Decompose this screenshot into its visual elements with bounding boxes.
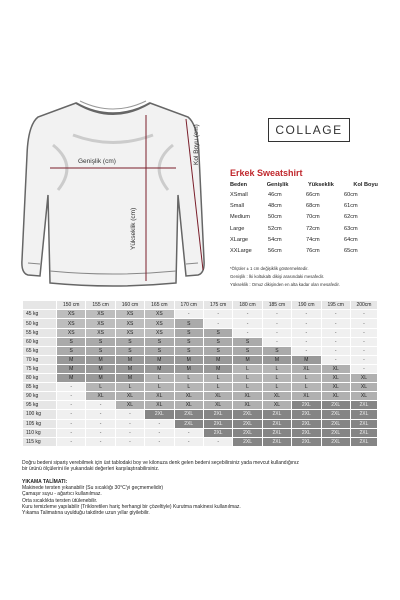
size-cell: 2XL (233, 437, 262, 446)
size-cell: - (292, 346, 321, 355)
size-cell: S (174, 319, 203, 328)
size-cell: - (86, 428, 115, 437)
size-list-cell: Small (230, 203, 244, 210)
size-cell: L (292, 383, 321, 392)
size-cell: S (57, 337, 86, 346)
size-cell: XL (262, 401, 291, 410)
table-row (23, 310, 378, 319)
size-cell: 2XL (203, 410, 232, 419)
wash-line: Çamaşır suyu - ağartıcı kullanılmaz. (22, 491, 102, 498)
size-cell: S (174, 328, 203, 337)
table-row (23, 383, 378, 392)
weight-row-label: 70 kg (23, 355, 57, 364)
table-row (23, 364, 378, 373)
sweatshirt-illustration (18, 95, 213, 290)
table-row (23, 355, 378, 364)
size-list-cell: 64cm (344, 236, 358, 243)
size-cell: L (292, 374, 321, 383)
size-list-cell: 74cm (306, 236, 320, 243)
height-column-header: 195 cm (321, 301, 350, 310)
weight-row-label: 65 kg (23, 346, 57, 355)
size-cell: - (145, 428, 174, 437)
size-guide-intro (22, 460, 382, 472)
size-cell: - (203, 437, 232, 446)
size-cell: XS (86, 310, 115, 319)
size-cell: XS (115, 319, 144, 328)
weight-row-label: 95 kg (23, 401, 57, 410)
wash-title: YIKAMA TALİMATI: (22, 479, 68, 485)
size-cell: M (115, 355, 144, 364)
size-cell: - (350, 319, 377, 328)
width-label: Genişlik (cm) (78, 158, 116, 165)
size-cell: S (86, 337, 115, 346)
size-list-cell: 48cm (268, 203, 282, 210)
wash-line: Kuru temizleme yapılabilir (Trikloretilen hariç herhangi bir çözeltiyle) Kurutma makinesi kullanılmaz. (22, 503, 241, 510)
size-list-cell: 54cm (268, 236, 282, 243)
size-cell: M (292, 355, 321, 364)
size-cell: - (203, 319, 232, 328)
table-row (23, 428, 378, 437)
height-column-header: 175 cm (203, 301, 232, 310)
size-list-cell: 63cm (344, 225, 358, 232)
size-cell: XS (86, 319, 115, 328)
height-column-header: 170 cm (174, 301, 203, 310)
height-column-header: 150 cm (57, 301, 86, 310)
size-cell: 2XL (350, 428, 377, 437)
table-row (23, 410, 378, 419)
size-cell: S (233, 346, 262, 355)
size-list-cell: Medium (230, 214, 250, 221)
header-sleeve: Kol Boyu (353, 182, 378, 188)
size-cell: 2XL (350, 401, 377, 410)
size-cell: 2XL (203, 419, 232, 428)
size-list-cell: 56cm (268, 247, 282, 254)
size-cell: - (115, 428, 144, 437)
size-cell: M (57, 355, 86, 364)
size-cell: - (203, 310, 232, 319)
size-list-cell: 65cm (344, 247, 358, 254)
weight-row-label: 50 kg (23, 319, 57, 328)
height-column-header: 165 cm (145, 301, 174, 310)
size-cell: XL (321, 383, 350, 392)
size-cell: - (350, 328, 377, 337)
size-cell: XS (115, 328, 144, 337)
size-list-cell: 68cm (306, 203, 320, 210)
size-cell: M (174, 364, 203, 373)
size-cell: L (233, 383, 262, 392)
size-cell: M (57, 364, 86, 373)
size-cell: 2XL (292, 428, 321, 437)
size-cell: M (86, 364, 115, 373)
wash-line: Orta sıcaklıkta tersten ütülenebilir. (22, 497, 98, 504)
table-row (23, 346, 378, 355)
size-cell: L (233, 364, 262, 373)
size-list-cell: Large (230, 225, 245, 232)
size-cell: - (86, 419, 115, 428)
size-cell: - (57, 428, 86, 437)
size-list-cell: 52cm (268, 225, 282, 232)
weight-row-label: 60 kg (23, 337, 57, 346)
size-cell: L (145, 383, 174, 392)
size-cell: - (57, 383, 86, 392)
intro-line-2: bir ürünü ölçülerini ile yukarıdaki değerleri karşılaştırabilirsiniz. (22, 466, 160, 473)
header-height: Yükseklik (308, 182, 334, 188)
product-title: Erkek Sweatshirt (230, 168, 303, 178)
size-cell: M (203, 355, 232, 364)
size-cell: XL (203, 401, 232, 410)
weight-row-label: 100 kg (23, 410, 57, 419)
size-cell: - (57, 401, 86, 410)
size-cell: L (145, 374, 174, 383)
size-list-cell: XXLarge (230, 247, 252, 254)
size-list-row (230, 226, 378, 232)
height-column-header: 180 cm (233, 301, 262, 310)
size-cell: 2XL (321, 437, 350, 446)
size-cell: M (145, 364, 174, 373)
size-cell: - (57, 410, 86, 419)
size-cell: - (350, 310, 377, 319)
size-cell: 2XL (262, 428, 291, 437)
size-cell: 2XL (292, 437, 321, 446)
table-row (23, 374, 378, 383)
size-cell: - (174, 437, 203, 446)
size-cell: XL (350, 374, 377, 383)
size-cell: S (57, 346, 86, 355)
table-row (23, 337, 378, 346)
weight-row-label: 105 kg (23, 419, 57, 428)
size-cell: - (233, 328, 262, 337)
wash-line: Makinede tersten yıkanabilir (Su sıcaklığı 30°C'yi geçmemelidir) (22, 485, 164, 492)
size-list-cell: 76cm (306, 247, 320, 254)
size-cell: L (115, 383, 144, 392)
size-cell: S (203, 337, 232, 346)
sleeve-length-label: Kol Boyu (cm) (193, 124, 200, 165)
size-cell: 2XL (145, 410, 174, 419)
table-row (23, 401, 378, 410)
height-column-header: 160 cm (115, 301, 144, 310)
table-row (23, 419, 378, 428)
size-cell: XL (321, 374, 350, 383)
size-cell: L (233, 374, 262, 383)
size-cell: XS (57, 319, 86, 328)
size-cell: M (86, 355, 115, 364)
weight-row-label: 45 kg (23, 310, 57, 319)
weight-row-label: 85 kg (23, 383, 57, 392)
size-cell: S (145, 337, 174, 346)
size-cell: - (292, 328, 321, 337)
size-cell: XL (174, 401, 203, 410)
size-cell: - (292, 310, 321, 319)
size-cell: XS (145, 310, 174, 319)
note-height: Yükseklik : Omuz dikişinden en alta kadar olan mesafedir. (230, 282, 340, 287)
size-cell: - (174, 310, 203, 319)
note-tolerance: *Ölçüler ± 1 cm değişiklik göstermektedir. (230, 266, 309, 271)
size-cell: 2XL (174, 419, 203, 428)
size-cell: 2XL (321, 428, 350, 437)
size-cell: - (350, 346, 377, 355)
size-cell: - (350, 337, 377, 346)
size-cell: - (262, 328, 291, 337)
size-cell: M (174, 355, 203, 364)
size-cell: 2XL (292, 419, 321, 428)
size-cell: S (115, 346, 144, 355)
size-cell: M (145, 355, 174, 364)
size-cell: 2XL (292, 401, 321, 410)
size-list-row (230, 192, 378, 198)
size-cell: XL (292, 364, 321, 373)
size-cell: XL (350, 392, 377, 401)
size-cell: XS (86, 328, 115, 337)
size-list-row (230, 237, 378, 243)
weight-row-label: 75 kg (23, 364, 57, 373)
height-label: Yükseklik (cm) (130, 207, 137, 250)
weight-row-label: 90 kg (23, 392, 57, 401)
size-cell: - (86, 437, 115, 446)
size-cell: L (262, 374, 291, 383)
size-cell: - (321, 310, 350, 319)
size-cell: 2XL (262, 437, 291, 446)
weight-row-label: 110 kg (23, 428, 57, 437)
size-cell: 2XL (350, 410, 377, 419)
size-cell: XL (321, 392, 350, 401)
wash-line: Yıkama Talimatına uyulduğu takdirde uzun yıllar giyilebilir. (22, 510, 150, 517)
size-cell: XS (145, 319, 174, 328)
size-cell: XL (86, 392, 115, 401)
size-cell: S (262, 346, 291, 355)
size-cell: 2XL (262, 419, 291, 428)
size-cell: - (321, 328, 350, 337)
size-list-cell: 61cm (344, 203, 358, 210)
size-cell: XL (321, 364, 350, 373)
size-cell: - (57, 437, 86, 446)
washing-instructions (22, 479, 382, 516)
size-cell: L (262, 364, 291, 373)
size-cell: - (115, 419, 144, 428)
size-cell: - (262, 319, 291, 328)
height-column-header: 190 cm (292, 301, 321, 310)
size-cell: 2XL (233, 410, 262, 419)
header-width: Genişlik (266, 182, 289, 188)
brand-logo: COLLAGE (268, 118, 350, 142)
size-cell: 2XL (321, 419, 350, 428)
table-row (23, 392, 378, 401)
size-cell: - (262, 337, 291, 346)
size-cell: XL (350, 383, 377, 392)
size-cell: S (174, 337, 203, 346)
size-cell: 2XL (321, 401, 350, 410)
size-cell: - (350, 355, 377, 364)
size-cell: L (174, 383, 203, 392)
table-row (23, 437, 378, 446)
size-cell: L (262, 383, 291, 392)
size-cell: XL (203, 392, 232, 401)
size-cell: M (115, 374, 144, 383)
height-column-header: 200cm (350, 301, 377, 310)
size-cell: L (203, 374, 232, 383)
size-cell: XS (145, 328, 174, 337)
size-cell: S (145, 346, 174, 355)
weight-row-label: 115 kg (23, 437, 57, 446)
size-cell: S (233, 337, 262, 346)
size-cell: M (203, 364, 232, 373)
size-cell: XS (115, 310, 144, 319)
size-list-cell: XSmall (230, 192, 248, 198)
size-cell: 2XL (233, 428, 262, 437)
size-list-cell: XLarge (230, 236, 249, 243)
weight-row-label: 55 kg (23, 328, 57, 337)
size-cell: 2XL (233, 419, 262, 428)
size-cell: - (262, 310, 291, 319)
size-cell: 2XL (292, 410, 321, 419)
size-cell: 2XL (350, 419, 377, 428)
size-cell: - (292, 319, 321, 328)
size-list-cell: 62cm (344, 214, 358, 221)
size-list-row (230, 248, 378, 254)
size-list-cell: 46cm (268, 192, 282, 198)
note-width: Genişlik : İki koltukaltı dikişi arasındaki mesafedir. (230, 274, 325, 279)
size-list-row (230, 214, 378, 220)
size-list-row (230, 203, 378, 209)
size-cell: XL (115, 401, 144, 410)
table-row (23, 319, 378, 328)
size-cell: S (174, 346, 203, 355)
height-weight-size-table (22, 300, 378, 447)
size-cell: L (86, 383, 115, 392)
size-cell: M (262, 355, 291, 364)
size-list-cell: 60cm (344, 192, 358, 198)
intro-line-1: Doğru bedeni sipariş verebilmek için üst tablodaki boy ve kilonuza denk gelen bedeni seçebilirsiniz yada mevcut kullandığınız (22, 460, 299, 466)
size-list-cell: 50cm (268, 214, 282, 221)
size-cell: S (203, 346, 232, 355)
size-cell: - (292, 337, 321, 346)
size-cell: XL (262, 392, 291, 401)
size-cell: XL (174, 392, 203, 401)
size-cell: 2XL (321, 410, 350, 419)
size-cell: XS (57, 328, 86, 337)
table-corner (23, 301, 57, 310)
size-cell: - (321, 355, 350, 364)
size-cell: XS (57, 310, 86, 319)
size-cell: - (115, 437, 144, 446)
size-cell: XL (145, 392, 174, 401)
size-cell: - (321, 337, 350, 346)
size-cell: XL (115, 392, 144, 401)
size-cell: 2XL (203, 428, 232, 437)
size-cell: - (233, 310, 262, 319)
size-cell: - (145, 419, 174, 428)
measurement-notes (230, 265, 395, 289)
product-size-list (230, 182, 378, 259)
size-cell: XL (233, 401, 262, 410)
size-cell: - (86, 410, 115, 419)
size-cell: 2XL (262, 410, 291, 419)
height-column-header: 185 cm (262, 301, 291, 310)
size-cell: S (86, 346, 115, 355)
size-cell: - (57, 392, 86, 401)
size-cell: - (321, 346, 350, 355)
header-size: Beden (230, 182, 248, 188)
weight-row-label: 80 kg (23, 374, 57, 383)
size-cell: L (203, 383, 232, 392)
size-cell: XL (292, 392, 321, 401)
size-cell: M (115, 364, 144, 373)
size-cell: S (203, 328, 232, 337)
size-cell: - (115, 410, 144, 419)
size-cell: - (350, 364, 377, 373)
size-cell: - (86, 401, 115, 410)
size-list-header (230, 182, 378, 188)
size-list-cell: 70cm (306, 214, 320, 221)
height-column-header: 155 cm (86, 301, 115, 310)
size-cell: M (233, 355, 262, 364)
size-list-cell: 72cm (306, 225, 320, 232)
size-cell: S (115, 337, 144, 346)
size-cell: 2XL (174, 410, 203, 419)
size-cell: M (57, 374, 86, 383)
size-cell: - (233, 319, 262, 328)
size-cell: - (321, 319, 350, 328)
table-row (23, 328, 378, 337)
size-cell: - (57, 419, 86, 428)
size-cell: 2XL (350, 437, 377, 446)
size-cell: M (86, 374, 115, 383)
size-cell: L (174, 374, 203, 383)
size-cell: - (145, 437, 174, 446)
size-cell: XL (233, 392, 262, 401)
size-cell: XL (145, 401, 174, 410)
size-cell: - (174, 428, 203, 437)
size-list-cell: 66cm (306, 192, 320, 198)
